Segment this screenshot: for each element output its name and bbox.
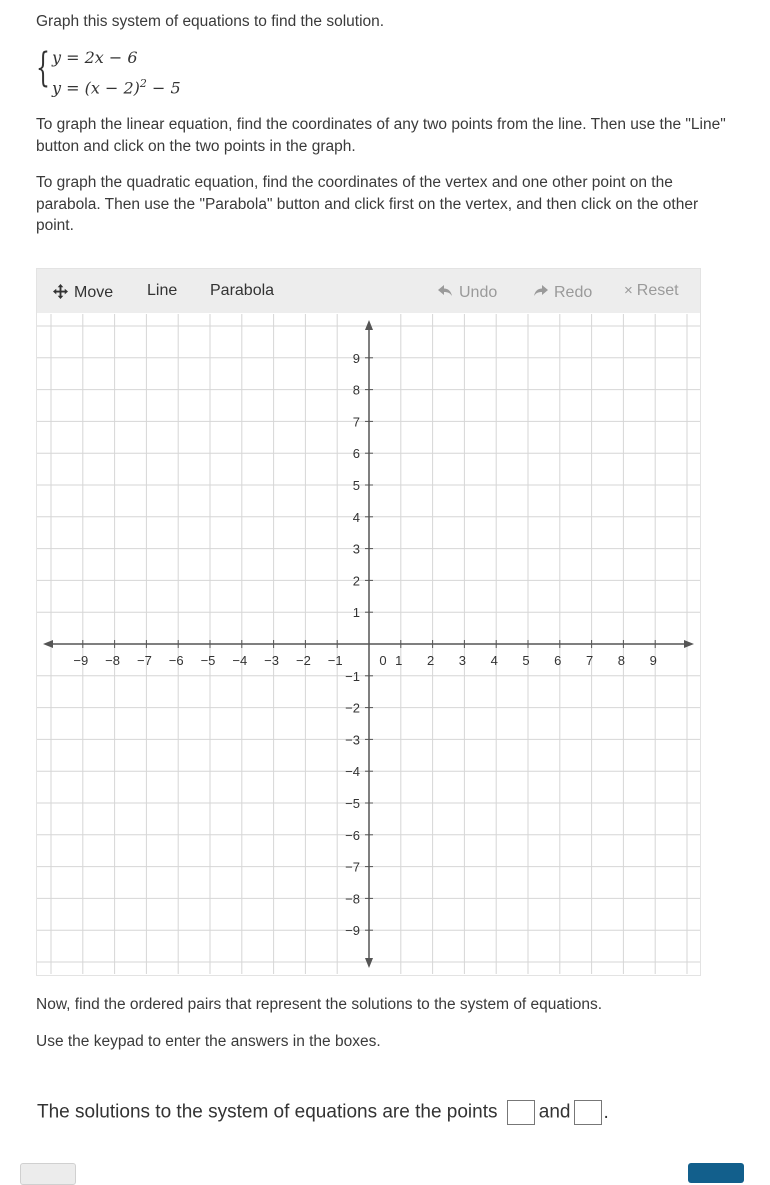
y-tick-label: −5 bbox=[345, 796, 360, 811]
x-tick-label: −9 bbox=[73, 653, 89, 668]
answer-conjunction: and bbox=[538, 1101, 571, 1123]
x-tick-label: 4 bbox=[490, 653, 498, 668]
undo-label: Undo bbox=[459, 284, 498, 301]
x-tick-label: −6 bbox=[168, 653, 184, 668]
x-tick-label: 7 bbox=[585, 653, 594, 668]
y-tick-label: 2 bbox=[352, 573, 360, 589]
x-tick-label: 8 bbox=[617, 653, 626, 668]
x-tick-label: −5 bbox=[200, 653, 216, 668]
x-axis-arrow-right bbox=[684, 640, 694, 648]
answer-prefix: The solutions to the system of equations are the points bbox=[37, 1101, 498, 1123]
x-tick-label: 0 bbox=[379, 653, 387, 668]
quadratic-instructions: To graph the quadratic equation, find the coordinates of the vertex and one other point on the parabola. Then use the "Parabola" button and click first on the vertex, and then click on the other point. bbox=[36, 174, 699, 234]
answer-sentence bbox=[37, 1100, 609, 1125]
parabola-button[interactable]: Parabola bbox=[210, 282, 275, 299]
axes bbox=[43, 320, 694, 968]
x-axis-arrow-left bbox=[43, 640, 53, 648]
y-tick-label: 6 bbox=[352, 446, 360, 462]
y-tick-label: 7 bbox=[352, 414, 360, 430]
y-tick-label: −6 bbox=[345, 827, 360, 843]
y-tick-label: 9 bbox=[352, 350, 360, 366]
y-tick-label: −7 bbox=[345, 859, 360, 875]
graph-toolbar bbox=[37, 269, 700, 313]
graphing-tool bbox=[36, 268, 701, 976]
redo-arrow-icon bbox=[533, 283, 548, 303]
close-x-icon: × bbox=[624, 282, 633, 299]
equation-quadratic bbox=[52, 77, 181, 97]
y-tick-label: −4 bbox=[345, 764, 360, 780]
equation-quadratic-exponent: 2 bbox=[139, 77, 147, 90]
x-tick-label: 1 bbox=[395, 653, 403, 668]
y-tick-label: 4 bbox=[352, 509, 360, 525]
x-tick-label: −2 bbox=[295, 653, 311, 668]
x-tick-label: −1 bbox=[327, 653, 343, 668]
y-tick-label: −3 bbox=[345, 732, 360, 748]
x-tick-label: −3 bbox=[264, 653, 280, 668]
y-tick-label: 1 bbox=[352, 605, 360, 621]
x-tick-label: 3 bbox=[458, 653, 467, 668]
equation-quadratic-tail: − 5 bbox=[146, 78, 181, 98]
equation-system bbox=[36, 44, 236, 100]
answer-box-1[interactable] bbox=[507, 1100, 535, 1125]
reset-label: Reset bbox=[636, 282, 679, 299]
x-tick-label: 9 bbox=[649, 653, 657, 668]
coordinate-plane[interactable] bbox=[37, 314, 700, 974]
move-arrows-icon bbox=[53, 283, 68, 303]
instruction-intro: Graph this system of equations to find the solution. bbox=[36, 13, 385, 30]
x-tick-label: 5 bbox=[522, 653, 530, 668]
line-button[interactable]: Line bbox=[147, 282, 178, 299]
y-tick-label: −9 bbox=[345, 923, 360, 939]
y-axis-arrow-up bbox=[365, 320, 373, 330]
x-tick-label: −8 bbox=[105, 653, 121, 668]
y-tick-label: −2 bbox=[345, 700, 360, 716]
y-axis-arrow-down bbox=[365, 958, 373, 968]
y-tick-label: 8 bbox=[352, 382, 360, 398]
x-tick-label: 6 bbox=[554, 653, 562, 668]
move-button[interactable] bbox=[53, 283, 113, 303]
redo-button[interactable] bbox=[533, 283, 592, 303]
answer-suffix: . bbox=[603, 1101, 609, 1123]
y-tick-label: −8 bbox=[345, 891, 360, 907]
y-tick-label: −1 bbox=[345, 668, 360, 684]
answer-box-2[interactable] bbox=[574, 1100, 602, 1125]
linear-instructions: To graph the linear equation, find the coordinates of any two points from the line. Then use the "Line" button and click on the two points in the graph. bbox=[36, 116, 726, 155]
x-tick-label: 2 bbox=[426, 653, 435, 668]
keypad-prompt: Use the keypad to enter the answers in the boxes. bbox=[36, 1033, 381, 1050]
x-tick-label: −4 bbox=[232, 653, 248, 668]
equation-linear: y = 2x − 6 bbox=[52, 48, 138, 67]
y-tick-label: 5 bbox=[352, 478, 360, 493]
system-brace: { bbox=[36, 45, 50, 91]
reset-button[interactable] bbox=[624, 281, 679, 301]
x-tick-label: −7 bbox=[136, 653, 152, 668]
secondary-button[interactable] bbox=[20, 1163, 76, 1185]
solutions-prompt: Now, find the ordered pairs that represent the solutions to the system of equations. bbox=[36, 996, 603, 1013]
redo-label: Redo bbox=[554, 284, 593, 301]
undo-arrow-icon bbox=[438, 283, 453, 303]
equation-quadratic-base: y = (x − 2) bbox=[52, 78, 140, 98]
undo-button[interactable] bbox=[438, 283, 497, 303]
primary-button[interactable] bbox=[688, 1163, 744, 1183]
move-label: Move bbox=[74, 284, 114, 301]
y-tick-label: 3 bbox=[352, 541, 360, 557]
